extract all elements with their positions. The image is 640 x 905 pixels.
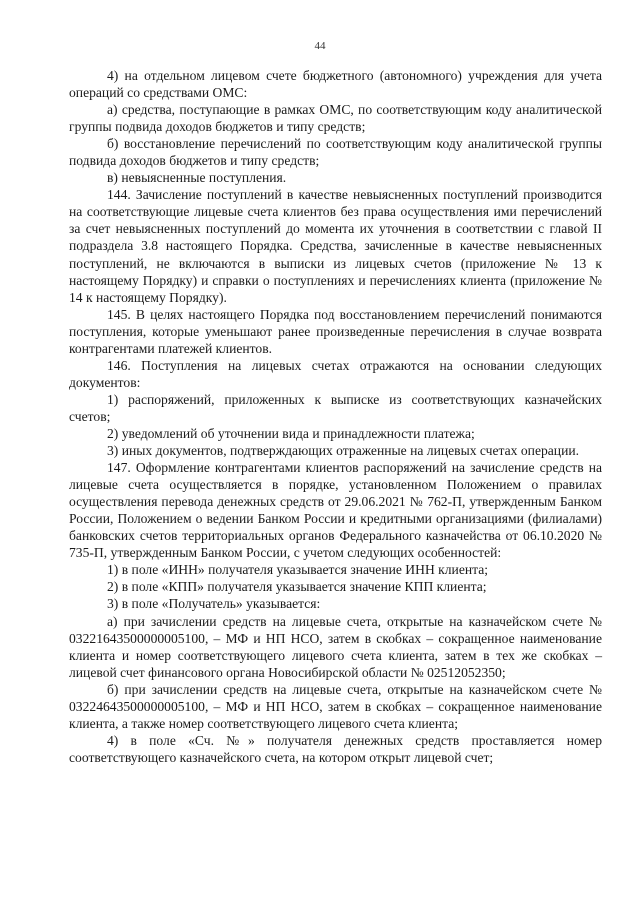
- paragraph: 1) в поле «ИНН» получателя указывается значение ИНН клиента;: [107, 562, 489, 578]
- paragraph: 2) в поле «КПП» получателя указывается значение КПП клиента;: [107, 579, 487, 595]
- paragraph: в) невыясненные поступления.: [107, 170, 287, 186]
- paragraph: б) при зачислении средств на лицевые счета, открытые на казначейском счете № 03224643500000005100, – МФ и НП НСО, затем в скобках – сокращенное наименование клиента, а также номер соответствующего лицевого счета клиента;: [69, 681, 602, 731]
- paragraph: а) средства, поступающие в рамках ОМС, по соответствующим коду аналитической группы подвида доходов бюджетов и типу средств;: [69, 102, 602, 135]
- document-body: [69, 67, 602, 766]
- paragraph: 4) в поле «Сч. №» получателя денежных средств проставляется номер соответствующего казначейского счета, на котором открыт лицевой счет;: [69, 732, 602, 765]
- paragraph: 3) в поле «Получатель» указывается:: [107, 596, 321, 612]
- paragraph: а) при зачислении средств на лицевые счета, открытые на казначейском счете № 03221643500000005100, – МФ и НП НСО, затем в скобках – сокращенное наименование клиента и номер соответствующего лицевого счета клиента, затем в тех же скобках – лицевой счет финансового органа Новосибирской области № 02512052350;: [69, 613, 602, 680]
- paragraph: 2) уведомлений об уточнении вида и принадлежности платежа;: [107, 425, 475, 441]
- page-number: 44: [314, 40, 326, 52]
- paragraph: 144. Зачисление поступлений в качестве невыясненных поступлений производится на соответствующие лицевые счета клиентов без права осуществления ими перечислений за счет невыясненных поступлений до момента их уточнения в соответствии с главой II подраздела 3.8 настоящего Порядка. Средства, зачисленные в качестве невыясненных поступлений, не включаются в выписки из лицевых счетов (приложение № 13 к настоящему Порядку) и справки о поступлениях и перечислениях клиента (приложение № 14 к настоящему Порядку).: [69, 187, 602, 305]
- paragraph: 147. Оформление контрагентами клиентов распоряжений на зачисление средств на лицевые счета осуществляется в порядке, установленном Положением о правилах осуществления перевода денежных средств от 29.06.2021 № 762-П, утвержденным Банком России, Положением о ведении Банком России и кредитными организациями (филиалами) банковских счетов территориальных органов Федерального казначейства от 06.10.2020 № 735-П, утвержденным Банком России, с учетом следующих особенностей:: [69, 460, 602, 561]
- paragraph: 3) иных документов, подтверждающих отраженные на лицевых счетах операции.: [107, 443, 580, 459]
- paragraph: б) восстановление перечислений по соответствующим коду аналитической группы подвида доходов бюджетов и типу средств;: [69, 136, 602, 169]
- paragraph: 145. В целях настоящего Порядка под восстановлением перечислений понимаются поступления, которые уменьшают ранее произведенные перечисления в случае возврата контрагентами платежей клиентов.: [69, 306, 602, 356]
- paragraph: 1) распоряжений, приложенных к выписке из соответствующих казначейских счетов;: [69, 391, 602, 424]
- paragraph: 146. Поступления на лицевых счетах отражаются на основании следующих документов:: [69, 357, 602, 390]
- paragraph: 4) на отдельном лицевом счете бюджетного (автономного) учреждения для учета операций со средствами ОМС:: [69, 68, 602, 101]
